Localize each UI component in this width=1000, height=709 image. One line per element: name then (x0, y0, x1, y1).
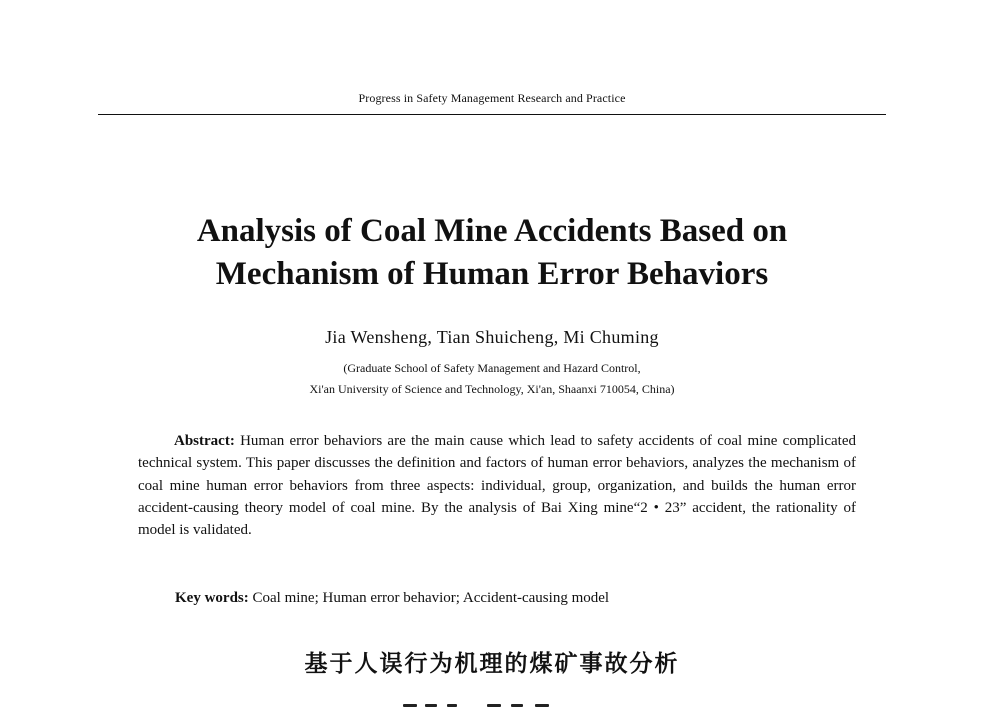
affiliation-line-2: Xi'an University of Science and Technology, Xi'an, Shaanxi 710054, China) (309, 382, 675, 396)
header-rule (98, 114, 886, 115)
paper-title-line-2: Mechanism of Human Error Behaviors (215, 256, 769, 292)
running-header: Progress in Safety Management Research and Practice (358, 91, 626, 105)
glyph-fragment (511, 704, 523, 707)
glyph-fragment (447, 704, 457, 707)
paper-title (90, 210, 894, 296)
chinese-title: 基于人误行为机理的煤矿事故分析 (304, 651, 680, 677)
abstract-text: Human error behaviors are the main cause which lead to safety accidents of coal mine complicated technical system. This paper discusses the definition and factors of human error behaviors, analyzes the mechanism of coal mine human error behaviors from three aspects: individual, group, organization, and builds the human error accident-causing theory model of coal mine. By the analysis of Bai Xing mine“2 • 23” accident, the rationality of model is validated. (138, 433, 856, 539)
chinese-authors-cropped (395, 700, 595, 709)
abstract (138, 430, 856, 541)
glyph-fragment (535, 704, 549, 707)
keywords-text: Coal mine; Human error behavior; Accident-causing model (248, 590, 610, 606)
keywords (175, 590, 855, 607)
abstract-label: Abstract: (174, 433, 235, 449)
glyph-fragment (425, 704, 437, 707)
keywords-label: Key words: (175, 590, 249, 606)
glyph-fragment (487, 704, 501, 707)
paper-title-line-1: Analysis of Coal Mine Accidents Based on (196, 213, 788, 249)
glyph-fragment (403, 704, 417, 707)
author-list: Jia Wensheng, Tian Shuicheng, Mi Chuming (325, 327, 659, 347)
affiliation-line-1: (Graduate School of Safety Management and Hazard Control, (343, 361, 641, 375)
